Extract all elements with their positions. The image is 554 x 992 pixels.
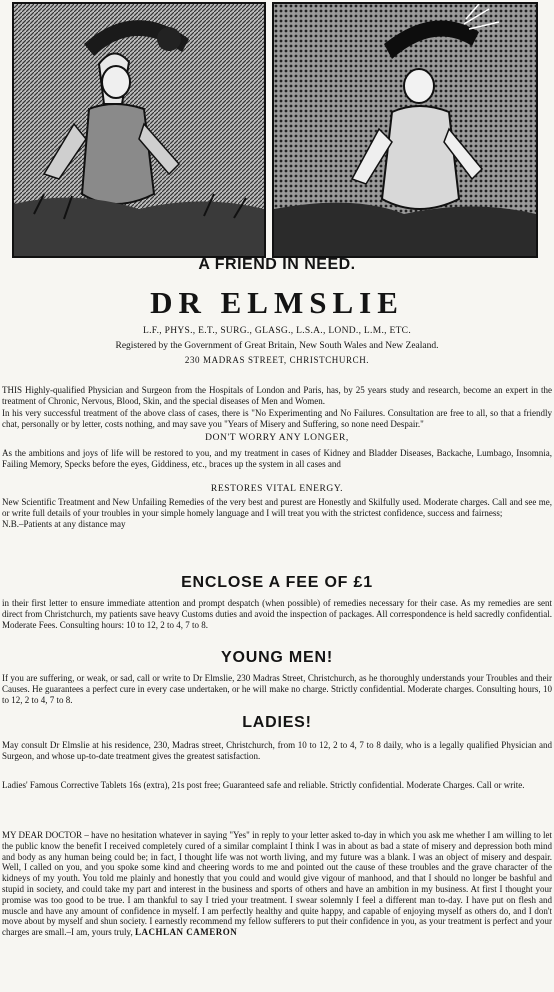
address-line: 230 MADRAS STREET, CHRISTCHURCH. bbox=[184, 355, 370, 365]
registration-line: Registered by the Government of Great Britain, New South Wales and New Zealand. bbox=[115, 341, 439, 351]
energy-paragraph bbox=[2, 497, 552, 529]
intro-paragraph: THIS Highly-qualified Physician and Surgeon from the Hospitals of London and Paris, has, by 25 years study and research, become an expert in the treatment of Chronic, Nervous, Blood, Skin, and the special diseases of Men and Women. bbox=[2, 385, 552, 406]
woodcut-illustration-right bbox=[272, 2, 538, 258]
ladies-paragraph: May consult Dr Elmslie at his residence, 230, Madras street, Christchurch, from 10 to 12, 2 to 4, 7 to 8 daily, who is a legally qualified Physician and Surgeon, and whose up-to-date treatment gives the greatest satisfaction. bbox=[2, 740, 552, 761]
nb-note: N.B.–Patients at any distance may bbox=[2, 518, 126, 529]
figure-with-snake-illustration bbox=[274, 4, 536, 256]
doctor-name: DR ELMSLIE bbox=[150, 285, 404, 320]
fee-paragraph: in their first letter to ensure immediate attention and prompt despatch (when possible) of remedies necessary for their case. As my remedies are sent direct from Christchurch, my patients save heavy Customs duties and avoid the inspection of packages. All correspondence is held sacredly confidential. Moderate Fees. Consulting hours: 10 to 12, 2 to 4, 7 to 8. bbox=[2, 598, 552, 630]
credentials: L.F., PHYS., E.T., SURG., GLASG., L.S.A., LOND., L.M., ETC. bbox=[143, 326, 411, 336]
young-men-heading: YOUNG MEN! bbox=[221, 649, 333, 666]
fee-heading: ENCLOSE A FEE OF £1 bbox=[181, 574, 373, 591]
letter-text: MY DEAR DOCTOR – have no hesitation whatever in saying "Yes" in reply to your letter asked to-day in which you ask me whether I am willing to let the public know the benefit I received completely cured of a similar complaint I think I was in about as bad a state of misery and depression both mind and body as any human being could be; in fact, I thought life was not worth living, and my future was a blank. I was an object of misery and despair. Well, I called on you, and you spoke some kind and cheering words to me and pointed out the cause of these troubles and the grave character of the kidneys of my youth. You told me plainly and honestly that you could and would give vigour of manhood, and that I should no longer be bashful and stupid in society, and could take my part and interest in the business and sports of others and have an ambition in my business. At first I thought your promise was too good to be true. I am thankful to say I tried your treatment. I swear solemnly I feel a different man to-day. I have put on flesh and muscle and have any amount of confidence in myself. I am perfectly healthy and quite happy, and capable of enjoying myself as others do, and I don't move about by myself and shun society. I earnestly recommend my fellow sufferers to put their confidence in you, as your treatment is perfect and your charges are small.–I am, yours truly, bbox=[2, 830, 552, 938]
worry-paragraph: As the ambitions and joys of life will be restored to you, and my treatment in cases of Kidney and Bladder Diseases, Backache, Lumbago, Insomnia, Failing Memory, Specks before the eyes, Giddiness, etc., braces up the system in all cases and bbox=[2, 448, 552, 469]
energy-heading: RESTORES VITAL ENERGY. bbox=[210, 484, 344, 494]
testimonial-letter bbox=[2, 830, 552, 938]
headline: A FRIEND IN NEED. bbox=[198, 256, 356, 273]
figure-with-snake-illustration bbox=[14, 4, 264, 256]
woodcut-illustration-left bbox=[12, 2, 266, 258]
experiment-paragraph: In his very successful treatment of the above class of cases, there is "No Experimenting and No Failures. Consultation are free to all, so that a friendly chat, personally or by letter, costs nothing, and may save you "Years of Misery and Suffering, so none need Despair." bbox=[2, 408, 552, 429]
worry-heading: DON'T WORRY ANY LONGER, bbox=[205, 433, 349, 443]
ladies-heading: LADIES! bbox=[242, 714, 312, 731]
signature: LACHLAN CAMERON bbox=[134, 927, 238, 938]
tablets-paragraph: Ladies' Famous Corrective Tablets 16s (extra), 21s post free; Guaranteed safe and reliable. Strictly confidential. Moderate Charges. Call or write. bbox=[2, 780, 525, 790]
young-men-paragraph: If you are suffering, or weak, or sad, call or write to Dr Elmslie, 230 Madras Street, Christchurch, as he thoroughly understands your Troubles and their Causes. He guarantees a perfect cure in every case undertaken, or he will make no charge. Strictly confidential. Moderate charges. Consulting hours, 10 to 12, 2 to 4, 7 to 8. bbox=[2, 673, 552, 705]
energy-text: New Scientific Treatment and New Unfailing Remedies of the very best and purest are Honestly and Skilfully used. Moderate charges. Call and see me, or write full details of your troubles in your simple homely language and I will treat you with the strictest confidence, success and fairness; bbox=[2, 497, 552, 518]
